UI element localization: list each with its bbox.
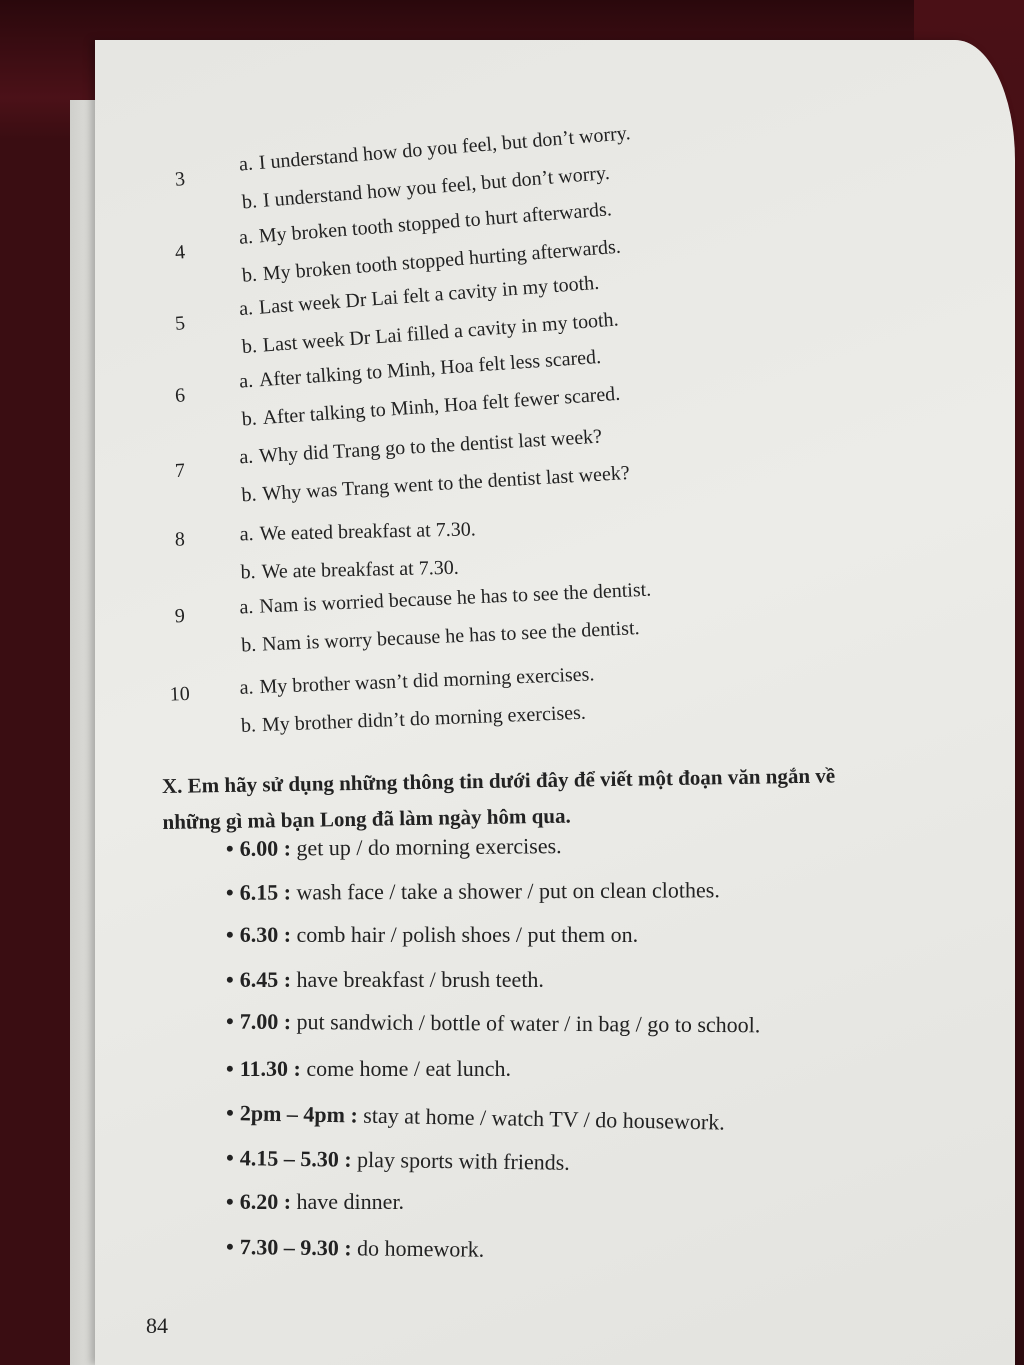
item-number: 4 — [174, 241, 186, 264]
bullet-icon: • — [226, 1055, 234, 1081]
exercise-item — [159, 659, 719, 737]
schedule-text: get up / do morning exercises. — [296, 833, 562, 861]
heading-line: những gì mà bạn Long đã làm ngày hôm qua. — [162, 803, 571, 834]
schedule-text: come home / eat lunch. — [306, 1055, 511, 1081]
schedule-time: 6.30 : — [239, 922, 292, 947]
schedule-time: 2pm – 4pm : — [239, 1100, 359, 1128]
option-a — [240, 518, 476, 546]
schedule-text: have dinner. — [296, 1189, 405, 1214]
option-label: a. — [239, 523, 254, 546]
schedule-item — [226, 1056, 926, 1101]
bullet-icon: • — [225, 879, 234, 905]
option-text: Nam is worry because he has to see the dentist. — [261, 617, 640, 656]
option-label: a. — [239, 595, 254, 619]
option-a — [239, 426, 603, 470]
schedule-item — [226, 1234, 926, 1286]
schedule-time: 6.20 : — [239, 1189, 292, 1214]
option-text: I understand how you feel, but don’t worry. — [262, 161, 611, 212]
bullet-icon: • — [225, 1008, 234, 1034]
option-text: We eated breakfast at 7.30. — [259, 518, 476, 545]
schedule-text: have breakfast / brush teeth. — [296, 966, 544, 992]
option-b — [241, 383, 621, 432]
option-text: Last week Dr Lai filled a cavity in my tooth. — [262, 308, 620, 357]
schedule-time: 7.00 : — [239, 1008, 292, 1035]
exercise-item — [158, 115, 716, 214]
schedule-time: 4.15 – 5.30 : — [239, 1144, 352, 1172]
schedule-text: play sports with friends. — [356, 1146, 570, 1175]
option-text: I understand how do you feel, but don’t worry. — [257, 122, 632, 174]
schedule-time: 11.30 : — [239, 1055, 301, 1081]
option-label: a. — [238, 152, 254, 176]
bullet-icon: • — [226, 922, 234, 947]
option-text: My brother didn’t do morning exercises. — [261, 701, 587, 737]
item-number: 9 — [174, 604, 186, 628]
option-text: After talking to Minh, Hoa felt less scared. — [258, 345, 602, 392]
option-label: a. — [239, 676, 254, 699]
option-text: After talking to Minh, Hoa felt fewer scared. — [261, 382, 621, 430]
option-label: b. — [241, 190, 258, 214]
option-label: b. — [241, 263, 258, 287]
schedule-item — [226, 922, 926, 967]
option-text: My broken tooth stopped hurting afterwards. — [262, 235, 622, 286]
bullet-icon: • — [225, 1144, 235, 1170]
option-label: b. — [240, 714, 257, 737]
schedule-time: 6.00 : — [239, 835, 292, 861]
option-b — [241, 617, 640, 657]
schedule-time: 6.45 : — [239, 966, 292, 992]
option-label: b. — [240, 633, 257, 657]
option-label: a. — [238, 445, 254, 469]
bullet-icon: • — [225, 1100, 235, 1126]
schedule-text: put sandwich / bottle of water / in bag / go to school. — [296, 1009, 761, 1038]
item-number: 3 — [174, 168, 186, 191]
option-text: Why was Trang went to the dentist last week? — [261, 461, 631, 506]
option-b — [241, 702, 587, 738]
option-label: a. — [238, 297, 254, 321]
heading-line: X. Em hãy sử dụng những thông tin dưới đây để viết một đoạn văn ngắn về — [161, 763, 836, 798]
bullet-icon: • — [226, 966, 234, 992]
option-text: My brother wasn’t did morning exercises. — [259, 663, 595, 699]
option-label: a. — [238, 225, 254, 249]
item-number: 5 — [174, 312, 186, 335]
item-number: 6 — [174, 384, 186, 407]
bullet-icon: • — [225, 1233, 234, 1259]
option-text: Last week Dr Lai felt a cavity in my tooth. — [258, 271, 600, 319]
option-a — [239, 579, 652, 620]
schedule-item — [226, 967, 926, 1012]
option-text: My broken tooth stopped to hurt afterwards. — [258, 198, 613, 248]
schedule-item — [226, 1145, 927, 1199]
schedule-text: stay at home / watch TV / do housework. — [363, 1102, 726, 1135]
schedule-item — [226, 876, 926, 924]
option-b — [240, 557, 459, 585]
option-text: Why did Trang go to the dentist last week? — [258, 425, 603, 468]
schedule-text: do homework. — [356, 1234, 485, 1262]
option-label: b. — [240, 561, 256, 584]
option-text: We ate breakfast at 7.30. — [261, 556, 459, 583]
option-label: a. — [238, 369, 254, 393]
schedule-time: 7.30 – 9.30 : — [239, 1233, 352, 1260]
item-number: 8 — [174, 528, 186, 551]
section-x-heading — [162, 755, 993, 840]
schedule-item — [226, 1009, 926, 1058]
bullet-icon: • — [226, 1189, 234, 1214]
page-number: 84 — [146, 1313, 168, 1338]
option-label: b. — [241, 407, 258, 431]
option-a — [239, 663, 595, 700]
exercise-item — [160, 513, 720, 584]
option-b — [241, 462, 630, 507]
option-label: b. — [240, 483, 258, 507]
bullet-icon: • — [225, 835, 234, 862]
item-number: 7 — [174, 459, 186, 483]
schedule-text: comb hair / polish shoes / put them on. — [296, 922, 639, 947]
schedule-time: 6.15 : — [239, 878, 292, 905]
schedule-item — [226, 830, 926, 881]
item-number: 10 — [169, 682, 191, 706]
schedule-text: wash face / take a shower / put on clean clothes. — [296, 876, 720, 904]
option-text: Nam is worried because he has to see the dentist. — [258, 578, 652, 618]
option-label: b. — [241, 334, 258, 359]
schedule-list — [226, 833, 926, 1278]
